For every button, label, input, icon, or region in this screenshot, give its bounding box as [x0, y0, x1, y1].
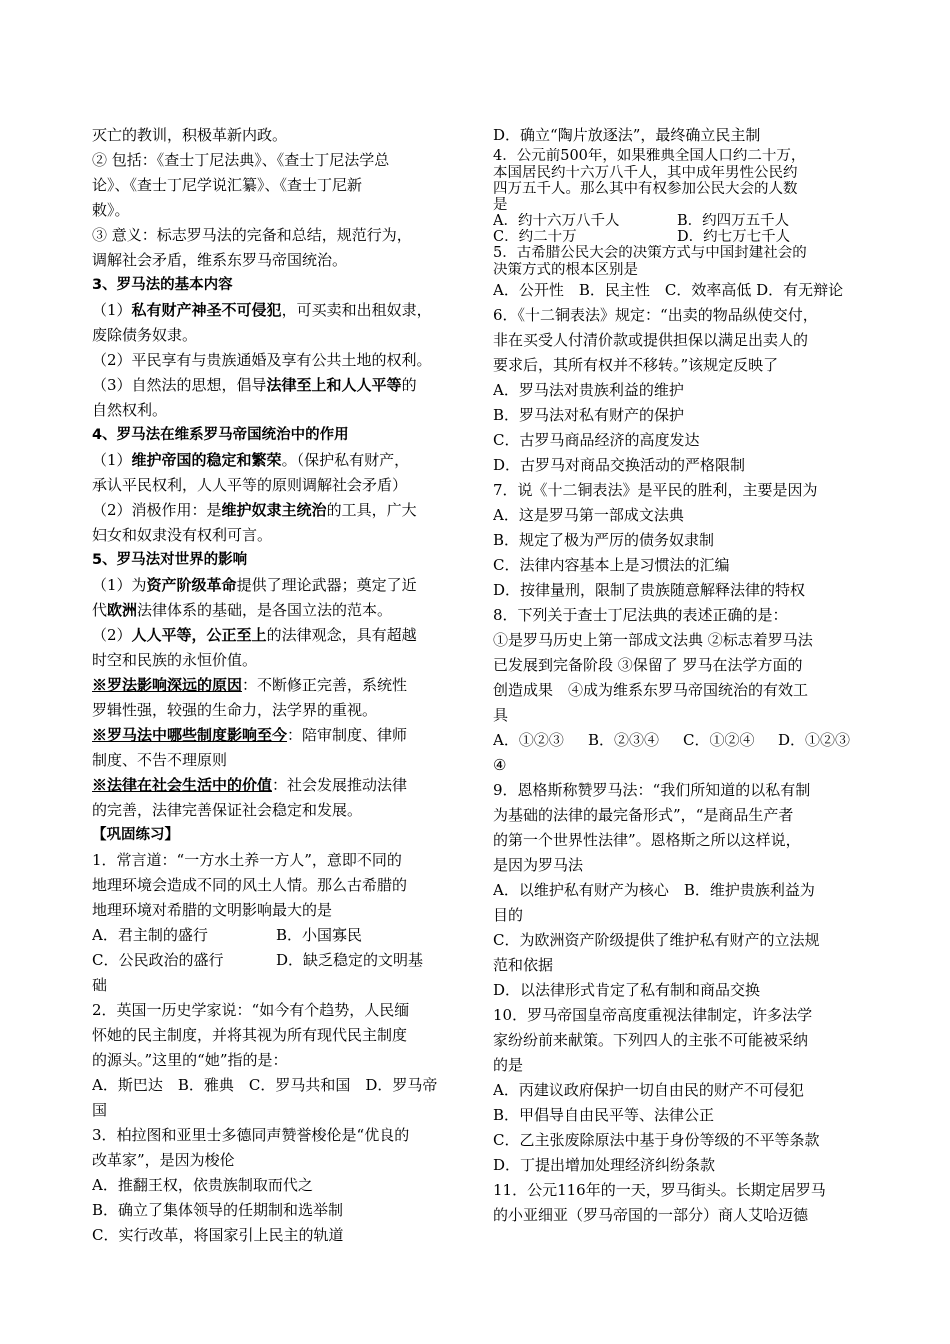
- section-heading-4: 4、罗马法在维系罗马帝国统治中的作用: [92, 427, 349, 443]
- text-line: ③ 意义：标志罗马法的完备和总结，规范行为，: [92, 226, 412, 244]
- text-line: 自然权利。: [92, 401, 168, 419]
- text-span: （2）: [92, 626, 132, 644]
- option-row: A．斯巴达 B．雅典 C．罗马共和国 D．罗马帝: [92, 1076, 438, 1094]
- text-line: 时空和民族的永恒价值。: [92, 651, 258, 669]
- option-line: D．确立“陶片放逐法”，最终确立民主制: [493, 126, 761, 144]
- option-d: D．缺乏稳定的文明基: [276, 951, 424, 969]
- option-c: C．公民政治的盛行: [92, 951, 224, 969]
- text-line: [92, 773, 464, 798]
- text-line: 妇女和奴隶没有权利可言。: [92, 526, 273, 544]
- option-row: [92, 948, 464, 973]
- option-a: A．约十六万八千人: [493, 213, 620, 229]
- text-span: （1）为: [92, 576, 147, 594]
- text-line: ② 包括：《查士丁尼法典》、《查士丁尼法学总: [92, 151, 390, 169]
- option-line: 础: [92, 976, 108, 994]
- option-line: D．丁提出增加处理经济纠纷条款: [493, 1156, 716, 1174]
- option-line: A．这是罗马第一部成文法典: [493, 506, 684, 524]
- question-line: 8．下列关于查士丁尼法典的表述正确的是：: [493, 606, 788, 624]
- text-line: [92, 723, 464, 748]
- text-span: （3）自然法的思想，倡导: [92, 376, 267, 394]
- question-line: 是: [493, 197, 508, 213]
- text-line: 敕》。: [92, 201, 130, 219]
- question-line: 是因为罗马法: [493, 856, 584, 874]
- text-span: （1）: [92, 301, 132, 319]
- question-line: 6．《十二铜表法》规定：“出卖的物品纵使交付，: [493, 306, 818, 324]
- underlined-heading: ※罗马法中哪些制度影响至今: [92, 726, 288, 744]
- bold-text: 资产阶级革命: [146, 576, 237, 594]
- text-line: [92, 298, 464, 323]
- option-line: ④: [493, 756, 507, 774]
- option-line: B．规定了极为严厉的债务奴隶制: [493, 531, 715, 549]
- question-line: 的源头。”这里的“她”指的是：: [92, 1051, 288, 1069]
- question-line: 家纷纷前来献策。下列四人的主张不可能被采纳: [493, 1031, 809, 1049]
- question-line: 怀她的民主制度，并将其视为所有现代民主制度: [92, 1026, 408, 1044]
- bold-text: 维护帝国的稳定和繁荣: [131, 451, 282, 469]
- text-line: [92, 623, 464, 648]
- option-line: B．确立了集体领导的任期制和选举制: [92, 1201, 344, 1219]
- text-span: 的: [401, 376, 417, 394]
- text-line: （2）平民享有与贵族通婚及享有公共土地的权利。: [92, 351, 432, 369]
- text-line: [92, 373, 464, 398]
- question-line: 2．英国一历史学家说：“如今有个趋势，人民缅: [92, 1001, 410, 1019]
- question-line: 7．说《十二铜表法》是平民的胜利，主要是因为: [493, 481, 818, 499]
- text-span: （1）: [92, 451, 132, 469]
- option-line: C．为欧洲资产阶级提供了维护私有财产的立法规: [493, 931, 820, 949]
- question-line: 的小亚细亚（罗马帝国的一部分）商人艾哈迈德: [493, 1206, 809, 1224]
- text-line: 调解社会矛盾，维系东罗马帝国统治。: [92, 251, 348, 269]
- question-line: 四万五千人。那么其中有权参加公民大会的人数: [493, 181, 798, 197]
- text-span: ：陪审制度、律师: [287, 726, 408, 744]
- text-line: [92, 673, 464, 698]
- question-line: 9．恩格斯称赞罗马法：“我们所知道的以私有制: [493, 781, 811, 799]
- option-line: D．按律量刑，限制了贵族随意解释法律的特权: [493, 581, 806, 599]
- option-c: C．约二十万: [493, 229, 577, 245]
- option-d: D．约七万七千人: [677, 229, 791, 245]
- text-line: 灭亡的教训，积极革新内政。: [92, 126, 288, 144]
- question-line: 决策方式的根本区别是: [493, 262, 638, 278]
- question-line: 10．罗马帝国皇帝高度重视法律制定，许多法学: [493, 1006, 813, 1024]
- option-line: B．甲倡导自由民平等、法律公正: [493, 1106, 715, 1124]
- underlined-heading: ※罗法影响深远的原因: [92, 676, 243, 694]
- bold-text: 维护奴隶主统治: [221, 501, 327, 519]
- question-line: 地理环境对希腊的文明影响最大的是: [92, 901, 333, 919]
- option-line: A．推翻王权，依贵族制取而代之: [92, 1176, 313, 1194]
- question-line: ①是罗马历史上第一部成文法典 ②标志着罗马法: [493, 631, 813, 649]
- bold-text: 法律至上和人人平等: [266, 376, 402, 394]
- option-row: [92, 923, 464, 948]
- underlined-heading: ※法律在社会生活中的价值: [92, 776, 273, 794]
- option-line: B．罗马法对私有财产的保护: [493, 406, 685, 424]
- bold-text: 欧洲: [107, 601, 138, 619]
- option-b: B．②③④: [588, 731, 660, 749]
- text-span: 代: [92, 601, 108, 619]
- option-b: B．约四万五千人: [677, 213, 790, 229]
- option-line: 目的: [493, 906, 524, 924]
- text-line: [92, 498, 464, 523]
- option-line: C．法律内容基本上是习惯法的汇编: [493, 556, 730, 574]
- text-line: 承认平民权利，人人平等的原则调解社会矛盾）: [92, 476, 408, 494]
- text-span: ：社会发展推动法律: [272, 776, 408, 794]
- option-line: C．古罗马商品经济的高度发达: [493, 431, 700, 449]
- text-line: 论》、《查士丁尼学说汇纂》、《查士丁尼新: [92, 176, 363, 194]
- option-line: A．以维护私有财产为核心 B．维护贵族利益为: [493, 881, 815, 899]
- option-line: 国: [92, 1101, 108, 1119]
- text-span: 的工具，广大: [326, 501, 417, 519]
- bold-text: 人人平等，公正至上: [131, 626, 267, 644]
- text-line: 的完善，法律完善保证社会稳定和发展。: [92, 801, 363, 819]
- section-heading-5: 5、罗马法对世界的影响: [92, 552, 248, 568]
- question-line: 已发展到完备阶段 ③保留了 罗马在法学方面的: [493, 656, 803, 674]
- option-d: D．①②③: [778, 731, 851, 749]
- question-line: 改革家”，是因为梭伦: [92, 1151, 235, 1169]
- text-line: 制度、不告不理原则: [92, 751, 228, 769]
- question-line: 创造成果 ④成为维系东罗马帝国统治的有效工: [493, 681, 809, 699]
- option-line: A．罗马法对贵族利益的维护: [493, 381, 684, 399]
- bold-text: 私有财产神圣不可侵犯: [131, 301, 282, 319]
- left-column: [92, 123, 464, 1248]
- option-line: A．丙建议政府保护一切自由民的财产不可侵犯: [493, 1081, 804, 1099]
- text-line: 罗辑性强，较强的生命力，法学界的重视。: [92, 701, 378, 719]
- question-line: 的第一个世界性法律”。恩格斯之所以这样说，: [493, 831, 801, 849]
- text-span: 法律体系的基础，是各国立法的范本。: [137, 601, 393, 619]
- section-heading-3: 3、罗马法的基本内容: [92, 277, 233, 293]
- question-line: 4．公元前500年，如果雅典全国人口约二十万，: [493, 148, 806, 164]
- option-line: 范和依据: [493, 956, 554, 974]
- text-line: [92, 598, 464, 623]
- text-line: 废除债务奴隶。: [92, 326, 198, 344]
- text-span: 。（保护私有财产，: [281, 451, 410, 469]
- text-span: ：不断修正完善，系统性: [242, 676, 408, 694]
- question-line: 5．古希腊公民大会的决策方式与中国封建社会的: [493, 245, 807, 261]
- text-span: （2）消极作用：是: [92, 501, 222, 519]
- option-c: C．①②④: [683, 731, 755, 749]
- option-row: [493, 728, 869, 753]
- option-line: D．古罗马对商品交换活动的严格限制: [493, 456, 746, 474]
- question-line: 要求后，其所有权并不移转。”该规定反映了: [493, 356, 779, 374]
- option-line: C．实行改革，将国家引上民主的轨道: [92, 1226, 344, 1244]
- practice-heading: 【巩固练习】: [92, 827, 179, 843]
- question-line: 非在买受人付清价款或提供担保以满足出卖人的: [493, 331, 809, 349]
- option-b: B．小国寡民: [276, 926, 363, 944]
- text-span: 的法律观念，具有超越: [266, 626, 417, 644]
- text-span: 提供了理论武器；奠定了近: [236, 576, 417, 594]
- right-column: [493, 123, 869, 1228]
- option-line: C．乙主张废除原法中基于身份等级的不平等条款: [493, 1131, 820, 1149]
- option-line: D．以法律形式肯定了私有制和商品交换: [493, 981, 761, 999]
- text-line: [92, 448, 464, 473]
- question-line: 本国居民约十六万八千人，其中成年男性公民约: [493, 165, 798, 181]
- text-line: [92, 573, 464, 598]
- option-row: A．公开性 B．民主性 C．效率高低 D．有无辩论: [493, 281, 844, 299]
- option-a: A．①②③: [493, 731, 564, 749]
- option-row: [493, 229, 869, 245]
- question-line: 地理环境会造成不同的风土人情。那么古希腊的: [92, 876, 408, 894]
- question-line: 为基础的法律的最完备形式”，“是商品生产者: [493, 806, 794, 824]
- question-line: 3．柏拉图和亚里士多德同声赞誉梭伦是“优良的: [92, 1126, 410, 1144]
- option-row: [493, 213, 869, 229]
- question-line: 1．常言道：“一方水土养一方人”，意即不同的: [92, 851, 402, 869]
- text-span: ，可买卖和出租奴隶，: [281, 301, 432, 319]
- option-a: A．君主制的盛行: [92, 926, 208, 944]
- question-line: 的是: [493, 1056, 524, 1074]
- question-line: 11．公元116年的一天，罗马街头。长期定居罗马: [493, 1181, 826, 1199]
- question-line: 具: [493, 706, 509, 724]
